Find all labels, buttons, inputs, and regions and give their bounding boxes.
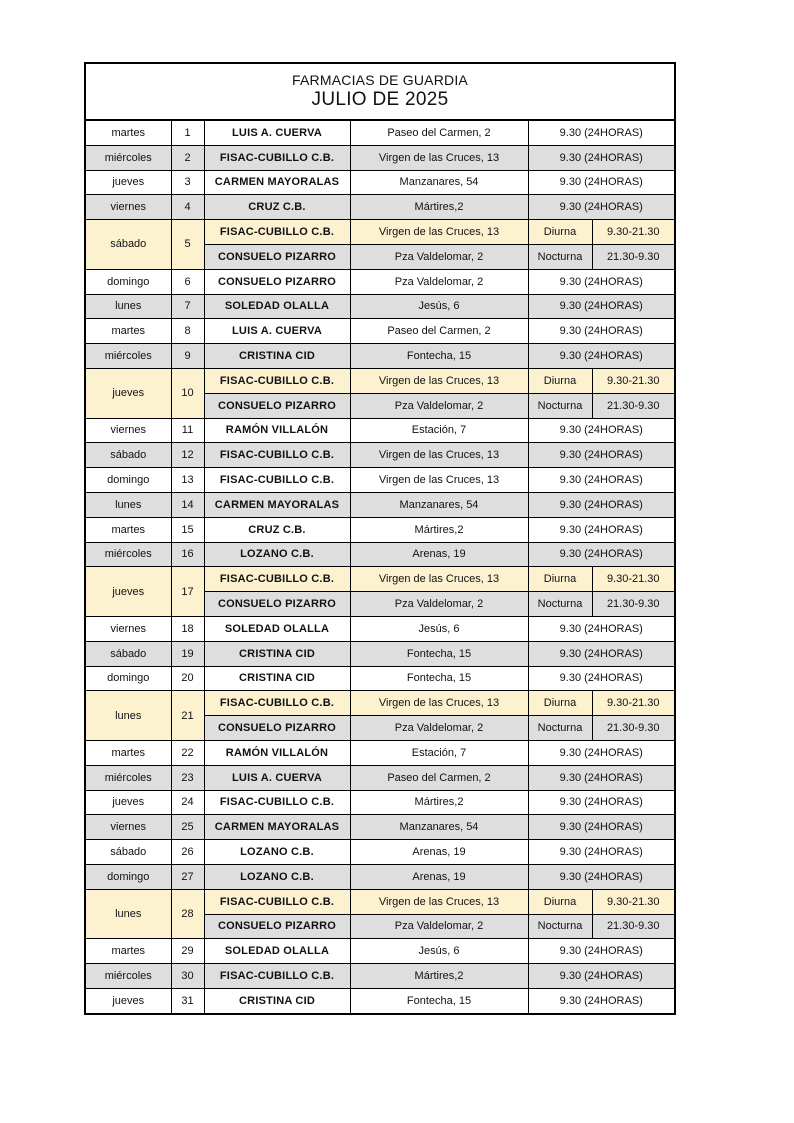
hours-cell: 9.30 (24HORAS) [528, 418, 674, 443]
table-row [86, 864, 674, 889]
date-cell: 19 [171, 641, 204, 666]
shift-cell: Diurna [528, 691, 592, 716]
pharmacy-cell: CRISTINA CID [204, 344, 350, 369]
pharmacy-cell: CARMEN MAYORALAS [204, 815, 350, 840]
hours-cell: 9.30-21.30 [592, 567, 674, 592]
pharmacy-cell: RAMÓN VILLALÓN [204, 740, 350, 765]
day-cell: jueves [86, 368, 171, 418]
hours-cell: 9.30 (24HORAS) [528, 964, 674, 989]
pharmacy-cell: CARMEN MAYORALAS [204, 492, 350, 517]
hours-cell: 21.30-9.30 [592, 914, 674, 939]
address-cell: Pza Valdelomar, 2 [350, 592, 528, 617]
address-cell: Fontecha, 15 [350, 988, 528, 1012]
day-cell: miércoles [86, 344, 171, 369]
table-row [86, 517, 674, 542]
address-cell: Virgen de las Cruces, 13 [350, 889, 528, 914]
pharmacy-cell: CARMEN MAYORALAS [204, 170, 350, 195]
hours-cell: 9.30 (24HORAS) [528, 492, 674, 517]
address-cell: Mártires,2 [350, 517, 528, 542]
day-cell: jueves [86, 988, 171, 1012]
date-cell: 30 [171, 964, 204, 989]
hours-cell: 9.30 (24HORAS) [528, 145, 674, 170]
day-cell: lunes [86, 691, 171, 741]
date-cell: 6 [171, 269, 204, 294]
pharmacy-cell: FISAC-CUBILLO C.B. [204, 964, 350, 989]
address-cell: Fontecha, 15 [350, 344, 528, 369]
date-cell: 21 [171, 691, 204, 741]
address-cell: Paseo del Carmen, 2 [350, 121, 528, 145]
pharmacy-cell: CRUZ C.B. [204, 517, 350, 542]
hours-cell: 9.30 (24HORAS) [528, 542, 674, 567]
pharmacy-cell: LUIS A. CUERVA [204, 319, 350, 344]
date-cell: 29 [171, 939, 204, 964]
address-cell: Jesús, 6 [350, 939, 528, 964]
day-cell: sábado [86, 220, 171, 270]
date-cell: 23 [171, 765, 204, 790]
table-row [86, 740, 674, 765]
hours-cell: 9.30 (24HORAS) [528, 616, 674, 641]
date-cell: 15 [171, 517, 204, 542]
pharmacy-cell: FISAC-CUBILLO C.B. [204, 691, 350, 716]
address-cell: Virgen de las Cruces, 13 [350, 220, 528, 245]
pharmacy-cell: CONSUELO PIZARRO [204, 914, 350, 939]
shift-cell: Diurna [528, 567, 592, 592]
hours-cell: 9.30-21.30 [592, 889, 674, 914]
address-cell: Pza Valdelomar, 2 [350, 244, 528, 269]
shift-cell: Nocturna [528, 592, 592, 617]
pharmacy-cell: CRISTINA CID [204, 988, 350, 1012]
hours-cell: 9.30 (24HORAS) [528, 840, 674, 865]
day-cell: miércoles [86, 765, 171, 790]
table-row [86, 765, 674, 790]
hours-cell: 9.30-21.30 [592, 691, 674, 716]
pharmacy-cell: SOLEDAD OLALLA [204, 616, 350, 641]
date-cell: 12 [171, 443, 204, 468]
date-cell: 24 [171, 790, 204, 815]
day-cell: miércoles [86, 964, 171, 989]
table-row [86, 939, 674, 964]
shift-cell: Nocturna [528, 716, 592, 741]
address-cell: Arenas, 19 [350, 840, 528, 865]
pharmacy-cell: FISAC-CUBILLO C.B. [204, 220, 350, 245]
table-row [86, 468, 674, 493]
pharmacy-cell: CONSUELO PIZARRO [204, 716, 350, 741]
day-cell: domingo [86, 666, 171, 691]
title-box [86, 64, 674, 121]
date-cell: 25 [171, 815, 204, 840]
address-cell: Paseo del Carmen, 2 [350, 765, 528, 790]
pharmacy-cell: FISAC-CUBILLO C.B. [204, 567, 350, 592]
hours-cell: 9.30 (24HORAS) [528, 641, 674, 666]
hours-cell: 21.30-9.30 [592, 244, 674, 269]
day-cell: martes [86, 939, 171, 964]
date-cell: 7 [171, 294, 204, 319]
day-cell: miércoles [86, 145, 171, 170]
pharmacy-cell: FISAC-CUBILLO C.B. [204, 443, 350, 468]
date-cell: 16 [171, 542, 204, 567]
address-cell: Mártires,2 [350, 964, 528, 989]
day-cell: viernes [86, 616, 171, 641]
address-cell: Paseo del Carmen, 2 [350, 319, 528, 344]
shift-cell: Diurna [528, 220, 592, 245]
pharmacy-cell: RAMÓN VILLALÓN [204, 418, 350, 443]
table-row-split-day [86, 567, 674, 592]
day-cell: lunes [86, 492, 171, 517]
pharmacy-cell: LOZANO C.B. [204, 542, 350, 567]
pharmacy-cell: FISAC-CUBILLO C.B. [204, 145, 350, 170]
shift-cell: Nocturna [528, 244, 592, 269]
date-cell: 3 [171, 170, 204, 195]
hours-cell: 9.30 (24HORAS) [528, 666, 674, 691]
address-cell: Estación, 7 [350, 740, 528, 765]
day-cell: jueves [86, 567, 171, 617]
address-cell: Fontecha, 15 [350, 666, 528, 691]
table-row [86, 790, 674, 815]
address-cell: Manzanares, 54 [350, 170, 528, 195]
address-cell: Virgen de las Cruces, 13 [350, 691, 528, 716]
day-cell: sábado [86, 641, 171, 666]
pharmacy-cell: FISAC-CUBILLO C.B. [204, 468, 350, 493]
table-row-split-day [86, 889, 674, 914]
table-row-split-day [86, 691, 674, 716]
day-cell: domingo [86, 269, 171, 294]
date-cell: 26 [171, 840, 204, 865]
pharmacy-cell: CONSUELO PIZARRO [204, 269, 350, 294]
hours-cell: 21.30-9.30 [592, 716, 674, 741]
address-cell: Estación, 7 [350, 418, 528, 443]
shift-cell: Diurna [528, 368, 592, 393]
address-cell: Virgen de las Cruces, 13 [350, 567, 528, 592]
hours-cell: 9.30-21.30 [592, 220, 674, 245]
hours-cell: 9.30 (24HORAS) [528, 195, 674, 220]
day-cell: martes [86, 319, 171, 344]
table-row [86, 269, 674, 294]
table-row [86, 195, 674, 220]
address-cell: Fontecha, 15 [350, 641, 528, 666]
date-cell: 8 [171, 319, 204, 344]
hours-cell: 9.30 (24HORAS) [528, 864, 674, 889]
day-cell: martes [86, 517, 171, 542]
pharmacy-cell: CONSUELO PIZARRO [204, 244, 350, 269]
table-row [86, 344, 674, 369]
day-cell: sábado [86, 443, 171, 468]
address-cell: Mártires,2 [350, 195, 528, 220]
table-row [86, 492, 674, 517]
day-cell: lunes [86, 889, 171, 939]
table-row [86, 418, 674, 443]
day-cell: martes [86, 121, 171, 145]
date-cell: 31 [171, 988, 204, 1012]
date-cell: 18 [171, 616, 204, 641]
day-cell: domingo [86, 468, 171, 493]
day-cell: domingo [86, 864, 171, 889]
table-row [86, 170, 674, 195]
table-row [86, 121, 674, 145]
hours-cell: 9.30-21.30 [592, 368, 674, 393]
address-cell: Jesús, 6 [350, 294, 528, 319]
hours-cell: 9.30 (24HORAS) [528, 740, 674, 765]
hours-cell: 9.30 (24HORAS) [528, 294, 674, 319]
address-cell: Pza Valdelomar, 2 [350, 914, 528, 939]
date-cell: 9 [171, 344, 204, 369]
address-cell: Virgen de las Cruces, 13 [350, 368, 528, 393]
date-cell: 11 [171, 418, 204, 443]
pharmacy-cell: FISAC-CUBILLO C.B. [204, 790, 350, 815]
address-cell: Pza Valdelomar, 2 [350, 269, 528, 294]
address-cell: Virgen de las Cruces, 13 [350, 443, 528, 468]
hours-cell: 9.30 (24HORAS) [528, 815, 674, 840]
table-row [86, 319, 674, 344]
address-cell: Pza Valdelomar, 2 [350, 716, 528, 741]
pharmacy-cell: CONSUELO PIZARRO [204, 393, 350, 418]
pharmacy-cell: LUIS A. CUERVA [204, 121, 350, 145]
table-row [86, 616, 674, 641]
day-cell: sábado [86, 840, 171, 865]
pharmacy-cell: CONSUELO PIZARRO [204, 592, 350, 617]
table-row [86, 815, 674, 840]
hours-cell: 9.30 (24HORAS) [528, 269, 674, 294]
pharmacy-cell: SOLEDAD OLALLA [204, 294, 350, 319]
date-cell: 14 [171, 492, 204, 517]
table-row [86, 145, 674, 170]
shift-cell: Nocturna [528, 914, 592, 939]
pharmacy-cell: LUIS A. CUERVA [204, 765, 350, 790]
hours-cell: 9.30 (24HORAS) [528, 319, 674, 344]
shift-cell: Nocturna [528, 393, 592, 418]
address-cell: Manzanares, 54 [350, 815, 528, 840]
day-cell: viernes [86, 815, 171, 840]
date-cell: 20 [171, 666, 204, 691]
address-cell: Jesús, 6 [350, 616, 528, 641]
hours-cell: 9.30 (24HORAS) [528, 765, 674, 790]
pharmacy-cell: CRISTINA CID [204, 666, 350, 691]
day-cell: viernes [86, 418, 171, 443]
pharmacy-cell: SOLEDAD OLALLA [204, 939, 350, 964]
pharmacy-cell: FISAC-CUBILLO C.B. [204, 368, 350, 393]
date-cell: 4 [171, 195, 204, 220]
hours-cell: 9.30 (24HORAS) [528, 344, 674, 369]
guard-pharmacies-sheet [84, 62, 676, 1015]
date-cell: 2 [171, 145, 204, 170]
date-cell: 27 [171, 864, 204, 889]
table-row [86, 542, 674, 567]
day-cell: lunes [86, 294, 171, 319]
address-cell: Arenas, 19 [350, 542, 528, 567]
pharmacy-cell: FISAC-CUBILLO C.B. [204, 889, 350, 914]
table-row [86, 294, 674, 319]
date-cell: 1 [171, 121, 204, 145]
hours-cell: 9.30 (24HORAS) [528, 790, 674, 815]
day-cell: jueves [86, 170, 171, 195]
hours-cell: 9.30 (24HORAS) [528, 988, 674, 1012]
table-row [86, 840, 674, 865]
hours-cell: 9.30 (24HORAS) [528, 170, 674, 195]
day-cell: martes [86, 740, 171, 765]
table-row [86, 964, 674, 989]
table-row [86, 988, 674, 1012]
hours-cell: 9.30 (24HORAS) [528, 443, 674, 468]
table-row [86, 666, 674, 691]
pharmacy-cell: CRISTINA CID [204, 641, 350, 666]
pharmacy-cell: LOZANO C.B. [204, 840, 350, 865]
hours-cell: 9.30 (24HORAS) [528, 468, 674, 493]
hours-cell: 9.30 (24HORAS) [528, 939, 674, 964]
address-cell: Virgen de las Cruces, 13 [350, 145, 528, 170]
date-cell: 28 [171, 889, 204, 939]
table-row-split-day [86, 220, 674, 245]
pharmacy-cell: CRUZ C.B. [204, 195, 350, 220]
hours-cell: 9.30 (24HORAS) [528, 121, 674, 145]
address-cell: Arenas, 19 [350, 864, 528, 889]
table-row [86, 443, 674, 468]
table-row [86, 641, 674, 666]
hours-cell: 21.30-9.30 [592, 393, 674, 418]
document-title: FARMACIAS DE GUARDIA [292, 72, 468, 88]
day-cell: viernes [86, 195, 171, 220]
hours-cell: 9.30 (24HORAS) [528, 517, 674, 542]
day-cell: jueves [86, 790, 171, 815]
month-title: JULIO DE 2025 [311, 89, 449, 110]
pharmacy-cell: LOZANO C.B. [204, 864, 350, 889]
day-cell: miércoles [86, 542, 171, 567]
shift-cell: Diurna [528, 889, 592, 914]
schedule-table [86, 121, 674, 1013]
address-cell: Manzanares, 54 [350, 492, 528, 517]
date-cell: 22 [171, 740, 204, 765]
date-cell: 10 [171, 368, 204, 418]
date-cell: 13 [171, 468, 204, 493]
address-cell: Pza Valdelomar, 2 [350, 393, 528, 418]
date-cell: 17 [171, 567, 204, 617]
address-cell: Virgen de las Cruces, 13 [350, 468, 528, 493]
address-cell: Mártires,2 [350, 790, 528, 815]
hours-cell: 21.30-9.30 [592, 592, 674, 617]
date-cell: 5 [171, 220, 204, 270]
table-row-split-day [86, 368, 674, 393]
